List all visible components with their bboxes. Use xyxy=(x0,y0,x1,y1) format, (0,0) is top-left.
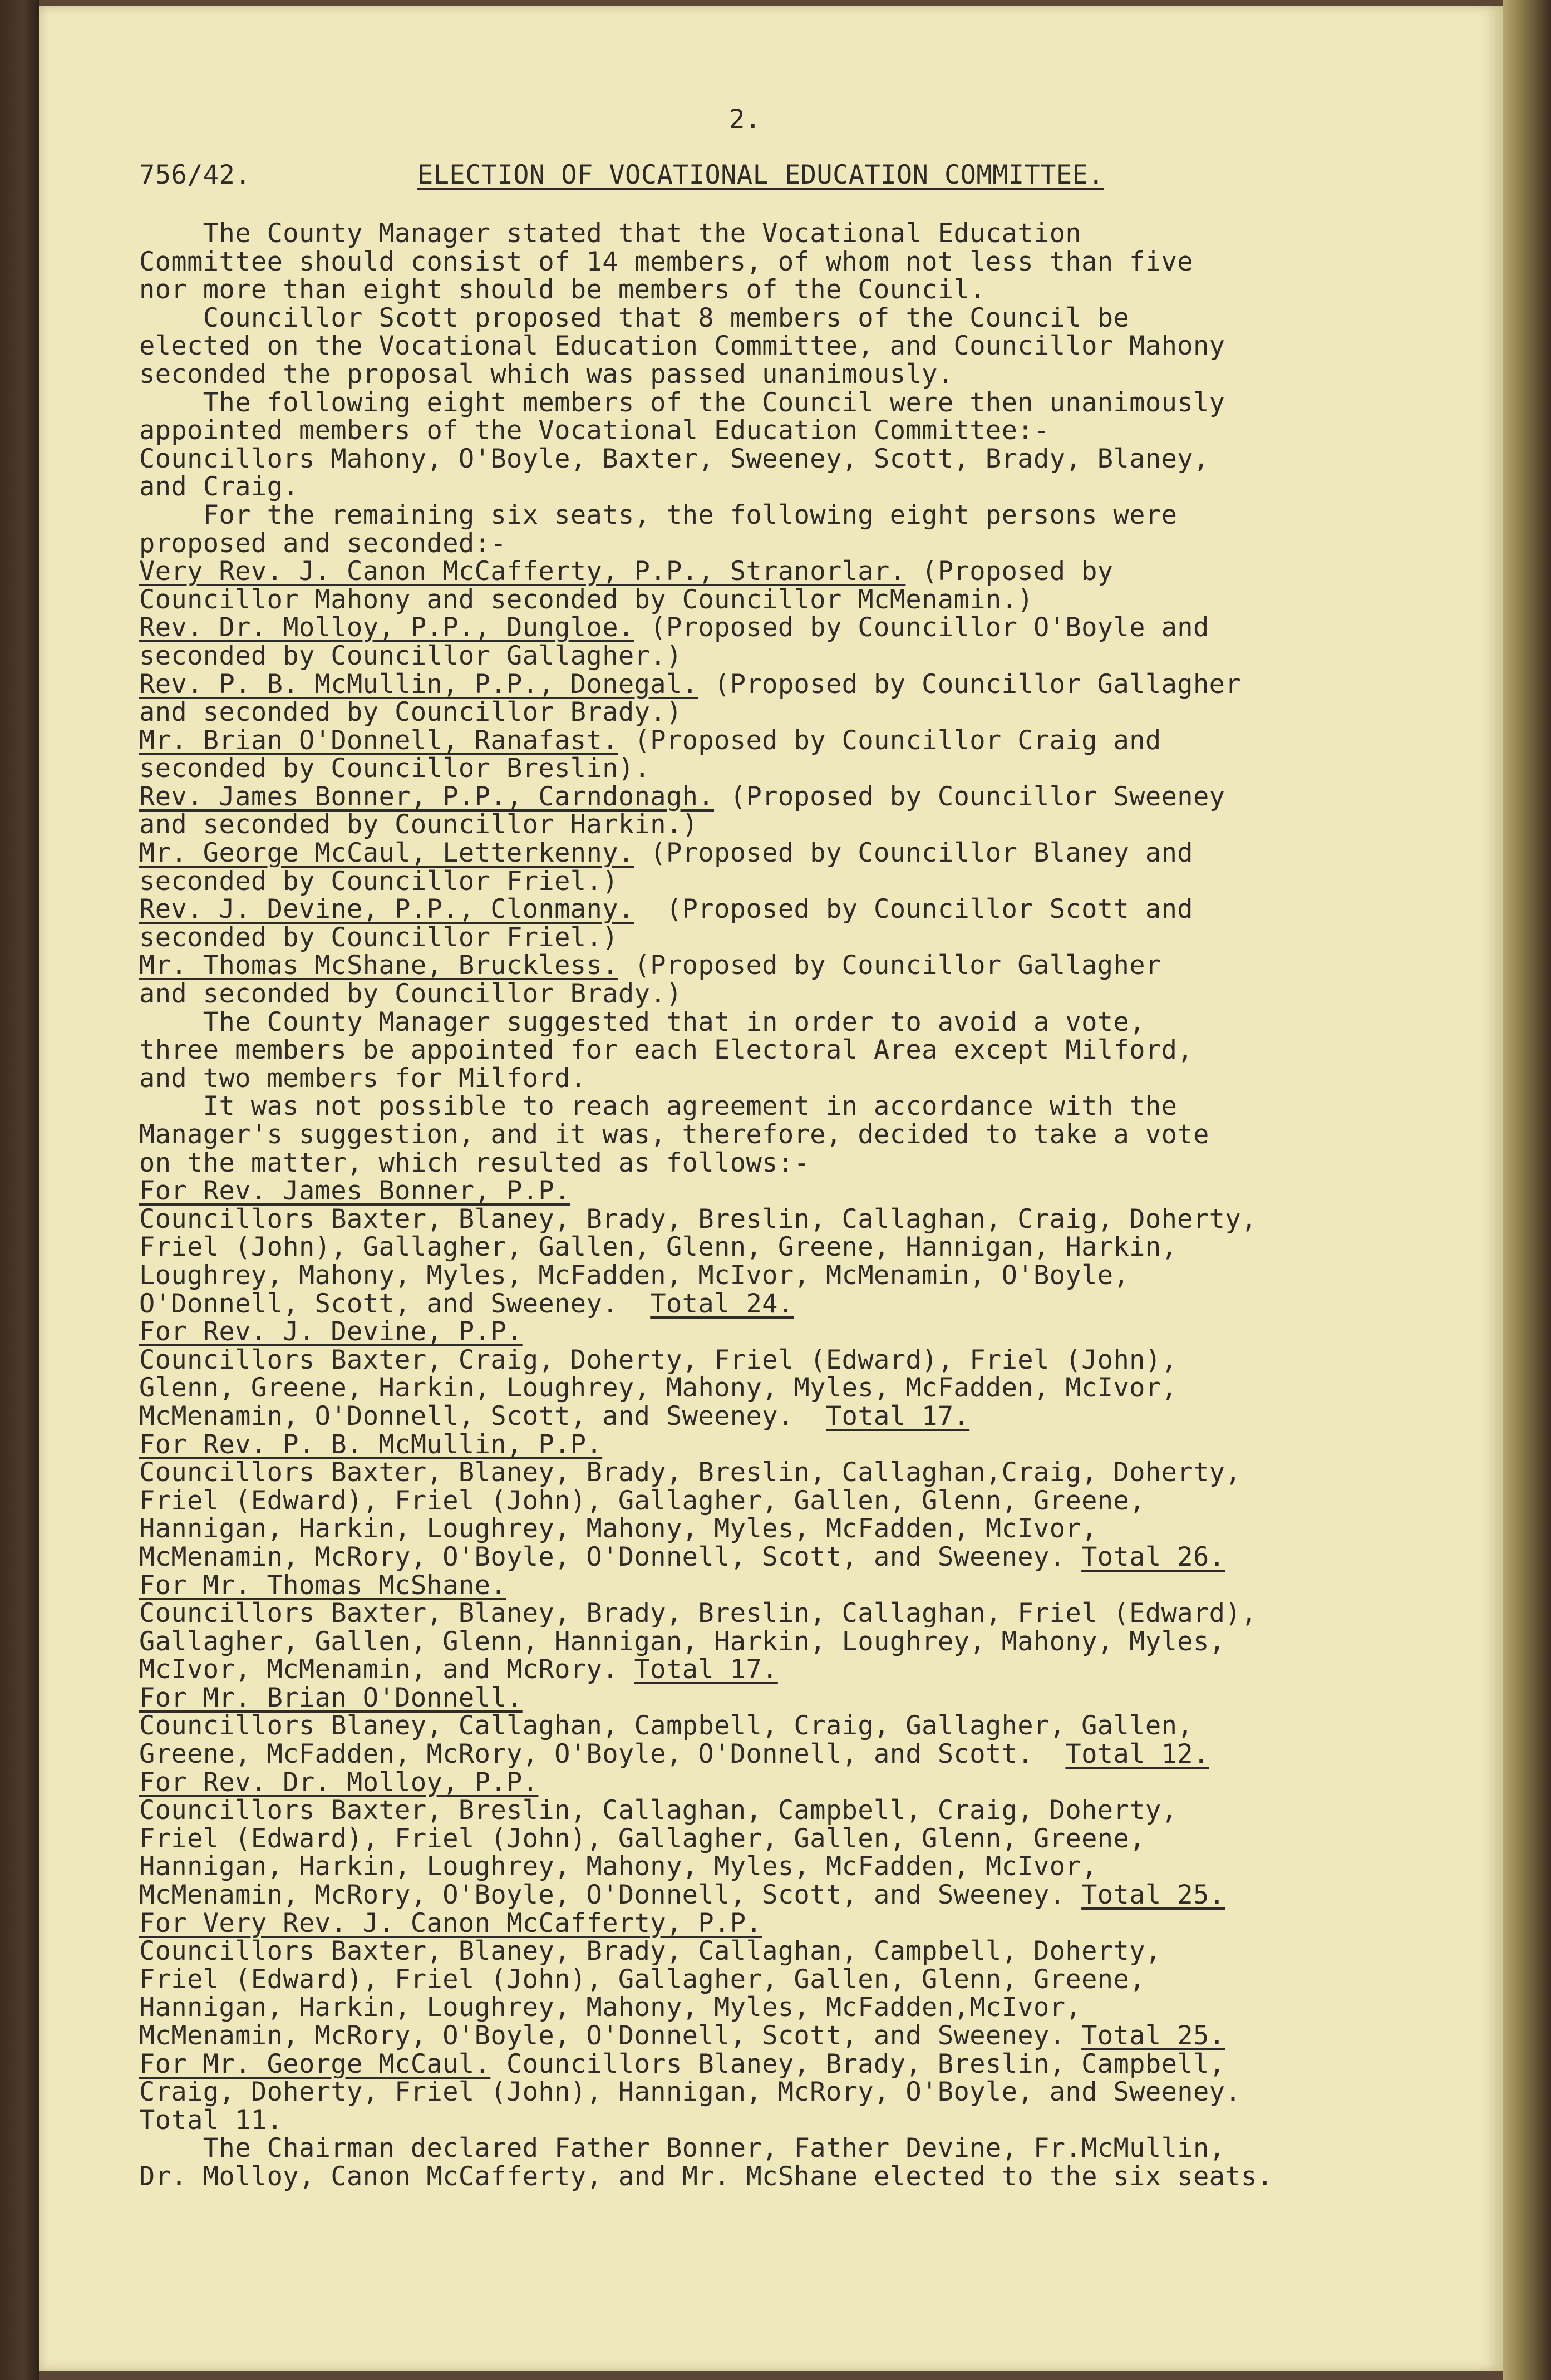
line-text: appointed members of the Vocational Education Committee:- xyxy=(139,415,1050,446)
line-text: (Proposed by Councillor Sweeney xyxy=(714,781,1225,812)
text-line xyxy=(139,1712,1375,1740)
underlined-text: Rev. P. B. McMullin, P.P., Donegal. xyxy=(139,668,698,700)
line-text: and seconded by Councillor Harkin.) xyxy=(139,809,698,840)
line-text: Councillors Baxter, Craig, Doherty, Friel (Edward), Friel (John), xyxy=(139,1344,1178,1375)
text-line xyxy=(139,1515,1375,1543)
section-heading: ELECTION OF VOCATIONAL EDUCATION COMMITTEE. xyxy=(417,160,1104,190)
line-text: The County Manager suggested that in order to avoid a vote, xyxy=(203,1006,1145,1037)
line-text: Loughrey, Mahony, Myles, McFadden, McIvor, McMenamin, O'Boyle, xyxy=(139,1260,1130,1291)
text-line xyxy=(139,2022,1375,2050)
text-line xyxy=(139,445,1375,474)
text-line xyxy=(139,2135,1375,2163)
text-line xyxy=(139,1966,1375,1994)
text-line xyxy=(139,614,1375,642)
text-line xyxy=(139,839,1375,868)
text-line xyxy=(139,1318,1375,1346)
line-text: Friel (Edward), Friel (John), Gallagher, Gallen, Glenn, Greene, xyxy=(139,1823,1145,1854)
text-line xyxy=(139,1600,1375,1628)
line-text: Hannigan, Harkin, Loughrey, Mahony, Myles, McFadden, McIvor, xyxy=(139,1513,1097,1545)
text-line xyxy=(139,2050,1375,2079)
text-line xyxy=(139,1036,1375,1065)
page-number: 2. xyxy=(729,104,761,135)
line-text: seconded by Councillor Friel.) xyxy=(139,866,618,897)
text-line xyxy=(139,1290,1375,1319)
line-text: Gallagher, Gallen, Glenn, Hannigan, Harkin, Loughrey, Mahony, Myles, xyxy=(139,1626,1225,1657)
text-line xyxy=(139,2104,1375,2136)
text-line xyxy=(139,389,1375,417)
text-line xyxy=(139,1853,1375,1881)
text-line xyxy=(139,530,1375,558)
underlined-text: Rev. Dr. Molloy, P.P., Dungloe. xyxy=(139,612,634,643)
text-line xyxy=(139,501,1375,530)
line-text: (Proposed by Councillor Scott and xyxy=(634,894,1193,925)
line-text: and seconded by Councillor Brady.) xyxy=(139,697,682,728)
line-text: Hannigan, Harkin, Loughrey, Mahony, Myles, McFadden,McIvor, xyxy=(139,1992,1082,2023)
line-text: Total 11. xyxy=(139,2104,283,2136)
text-line xyxy=(139,1907,1375,1939)
line-text: McMenamin, McRory, O'Boyle, O'Donnell, Scott, and Sweeney. xyxy=(139,1880,1082,1911)
line-text: O'Donnell, Scott, and Sweeney. xyxy=(139,1288,651,1319)
text-line xyxy=(139,2163,1375,2191)
line-text: (Proposed by Councillor Gallagher xyxy=(698,668,1242,700)
line-text: Friel (Edward), Friel (John), Gallagher, Gallen, Glenn, Greene, xyxy=(139,1964,1145,1995)
text-line xyxy=(139,417,1375,445)
text-line xyxy=(139,1203,1375,1235)
line-text: on the matter, which resulted as follows:- xyxy=(139,1147,810,1178)
line-text: three members be appointed for each Electoral Area except Milford, xyxy=(139,1035,1193,1066)
underlined-text: For Mr. Thomas McShane. xyxy=(139,1570,507,1601)
line-text: (Proposed by xyxy=(905,556,1114,587)
text-line xyxy=(139,586,1375,614)
text-line xyxy=(139,1346,1375,1375)
line-text: Councillor Mahony and seconded by Councillor McMenamin.) xyxy=(139,584,1033,615)
text-line xyxy=(139,1994,1375,2022)
text-line xyxy=(139,1262,1375,1290)
vote-total: Total 12. xyxy=(1065,1739,1209,1770)
text-line xyxy=(139,1487,1375,1516)
line-text: Councillors Blaney, Brady, Breslin, Campbell, xyxy=(490,2048,1225,2079)
text-line xyxy=(139,1459,1375,1487)
book-binding xyxy=(0,0,39,2380)
text-line xyxy=(139,1006,1375,1037)
line-text: Hannigan, Harkin, Loughrey, Mahony, Myles, McFadden, McIvor, xyxy=(139,1851,1097,1882)
underlined-text: Rev. J. Devine, P.P., Clonmany. xyxy=(139,894,634,925)
line-text: nor more than eight should be members of the Council. xyxy=(139,274,986,306)
line-text: McMenamin, O'Donnell, Scott, and Sweeney. xyxy=(139,1400,826,1432)
underlined-text: For Rev. James Bonner, P.P. xyxy=(139,1176,570,1207)
line-text: McMenamin, McRory, O'Boyle, O'Donnell, Scott, and Sweeney. xyxy=(139,1541,1082,1572)
text-line xyxy=(139,248,1375,277)
underlined-text: For Rev. J. Devine, P.P. xyxy=(139,1316,523,1348)
line-text: The County Manager stated that the Vocational Education xyxy=(203,218,1082,249)
line-text: Councillor Scott proposed that 8 members of the Council be xyxy=(203,302,1130,333)
text-line xyxy=(139,1177,1375,1206)
line-text: (Proposed by Councillor Gallagher xyxy=(618,950,1161,981)
line-text: Councillors Baxter, Blaney, Brady, Breslin, Callaghan, Friel (Edward), xyxy=(139,1598,1257,1629)
text-line xyxy=(139,1684,1375,1713)
text-line xyxy=(139,1881,1375,1910)
line-text: Councillors Mahony, O'Boyle, Baxter, Sweeney, Scott, Brady, Blaney, xyxy=(139,443,1209,474)
text-line xyxy=(139,1825,1375,1853)
text-line xyxy=(139,1400,1375,1432)
text-line xyxy=(139,811,1375,839)
line-text: Manager's suggestion, and it was, therefore, decided to take a vote xyxy=(139,1119,1209,1150)
line-text: seconded by Councillor Gallagher.) xyxy=(139,640,682,671)
line-text: McMenamin, McRory, O'Boyle, O'Donnell, Scott, and Sweeney. xyxy=(139,2020,1082,2051)
underlined-text: Mr. Thomas McShane, Bruckless. xyxy=(139,950,618,981)
line-text: Glenn, Greene, Harkin, Loughrey, Mahony, Myles, McFadden, McIvor, xyxy=(139,1373,1178,1404)
text-line xyxy=(139,276,1375,304)
line-text: and Craig. xyxy=(139,471,299,503)
line-text: Councillors Baxter, Blaney, Brady, Breslin, Callaghan, Craig, Doherty, xyxy=(139,1203,1257,1235)
text-line xyxy=(139,473,1375,501)
text-line xyxy=(139,1543,1375,1572)
text-line xyxy=(139,1797,1375,1825)
text-line xyxy=(139,304,1375,333)
text-line xyxy=(139,1431,1375,1459)
line-text: McIvor, McMenamin, and McRory. xyxy=(139,1654,634,1685)
text-line xyxy=(139,1938,1375,1966)
line-text: For the remaining six seats, the following eight persons were xyxy=(203,499,1178,530)
line-text: (Proposed by Councillor O'Boyle and xyxy=(634,612,1209,643)
line-text: Councillors Baxter, Breslin, Callaghan, Campbell, Craig, Doherty, xyxy=(139,1795,1178,1826)
text-line xyxy=(139,1656,1375,1684)
vote-total: Total 17. xyxy=(825,1400,970,1432)
line-text: Committee should consist of 14 members, of whom not less than five xyxy=(139,246,1193,277)
underlined-text: Very Rev. J. Canon McCafferty, P.P., Stranorlar. xyxy=(139,556,906,587)
text-line xyxy=(139,1769,1375,1797)
underlined-text: For Mr. Brian O'Donnell. xyxy=(139,1682,523,1713)
vote-total: Total 17. xyxy=(634,1654,778,1685)
text-line xyxy=(139,952,1375,980)
text-line xyxy=(139,1374,1375,1403)
line-text: Friel (Edward), Friel (John), Gallagher, Gallen, Glenn, Greene, xyxy=(139,1485,1145,1516)
text-line xyxy=(139,1233,1375,1262)
vote-total: Total 25. xyxy=(1081,1880,1225,1911)
line-text: Friel (John), Gallagher, Gallen, Glenn, Greene, Hannigan, Harkin, xyxy=(139,1232,1178,1263)
underlined-text: For Rev. Dr. Molloy, P.P. xyxy=(139,1767,539,1798)
line-text: proposed and seconded:- xyxy=(139,528,507,559)
line-text: and seconded by Councillor Brady.) xyxy=(139,978,682,1010)
text-line xyxy=(139,896,1375,924)
minute-reference: 756/42. xyxy=(139,160,251,190)
vote-total: Total 26. xyxy=(1081,1541,1225,1572)
text-line xyxy=(139,980,1375,1009)
line-text: Dr. Molloy, Canon McCafferty, and Mr. McShane elected to the six seats. xyxy=(139,2161,1273,2192)
underlined-text: Mr. Brian O'Donnell, Ranafast. xyxy=(139,725,618,756)
text-line xyxy=(139,2078,1375,2107)
text-line xyxy=(139,924,1375,952)
line-text: seconded the proposal which was passed unanimously. xyxy=(139,358,954,390)
text-line xyxy=(139,1093,1375,1121)
page-edge xyxy=(1503,0,1551,2380)
line-text: seconded by Councillor Breslin). xyxy=(139,753,651,784)
line-text: Greene, McFadden, McRory, O'Boyle, O'Donnell, and Scott. xyxy=(139,1739,1066,1770)
text-line xyxy=(139,1740,1375,1769)
underlined-text: For Rev. P. B. McMullin, P.P. xyxy=(139,1429,603,1460)
text-line xyxy=(139,727,1375,755)
vote-total: Total 24. xyxy=(650,1288,794,1319)
text-line xyxy=(139,1628,1375,1656)
underlined-text: Rev. James Bonner, P.P., Carndonagh. xyxy=(139,781,715,812)
line-text: Councillors Baxter, Blaney, Brady, Callaghan, Campbell, Doherty, xyxy=(139,1936,1161,1967)
text-line xyxy=(139,1121,1375,1149)
text-line xyxy=(139,1149,1375,1178)
text-line xyxy=(139,358,1375,390)
underlined-text: For Very Rev. J. Canon McCafferty, P.P. xyxy=(139,1907,762,1939)
line-text: It was not possible to reach agreement in accordance with the xyxy=(203,1091,1178,1122)
line-text: Craig, Doherty, Friel (John), Hannigan, McRory, O'Boyle, and Sweeney. xyxy=(139,2077,1242,2108)
line-text: Councillors Blaney, Callaghan, Campbell, Craig, Gallagher, Gallen, xyxy=(139,1710,1193,1742)
underlined-text: For Mr. George McCaul. xyxy=(139,2048,491,2079)
line-text: Councillors Baxter, Blaney, Brady, Breslin, Callaghan,Craig, Doherty, xyxy=(139,1457,1242,1488)
text-line xyxy=(139,755,1375,783)
text-line xyxy=(139,699,1375,727)
minutes-body xyxy=(139,220,1375,2191)
text-line xyxy=(139,642,1375,671)
text-line xyxy=(139,783,1375,812)
line-text: The following eight members of the Council were then unanimously xyxy=(203,387,1225,418)
text-line xyxy=(139,868,1375,896)
line-text: The Chairman declared Father Bonner, Father Devine, Fr.McMullin, xyxy=(203,2133,1225,2164)
line-text: and two members for Milford. xyxy=(139,1063,587,1094)
text-line xyxy=(139,1572,1375,1600)
text-line xyxy=(139,332,1375,361)
line-text: seconded by Councillor Friel.) xyxy=(139,922,618,953)
vote-total: Total 25. xyxy=(1081,2020,1225,2051)
line-text: elected on the Vocational Education Committee, and Councillor Mahony xyxy=(139,331,1225,362)
line-text: (Proposed by Councillor Craig and xyxy=(618,725,1161,756)
text-line xyxy=(139,1065,1375,1093)
underlined-text: Mr. George McCaul, Letterkenny. xyxy=(139,838,634,869)
text-line xyxy=(139,220,1375,248)
text-line xyxy=(139,668,1375,700)
line-text: (Proposed by Councillor Blaney and xyxy=(634,838,1193,869)
text-line xyxy=(139,558,1375,586)
